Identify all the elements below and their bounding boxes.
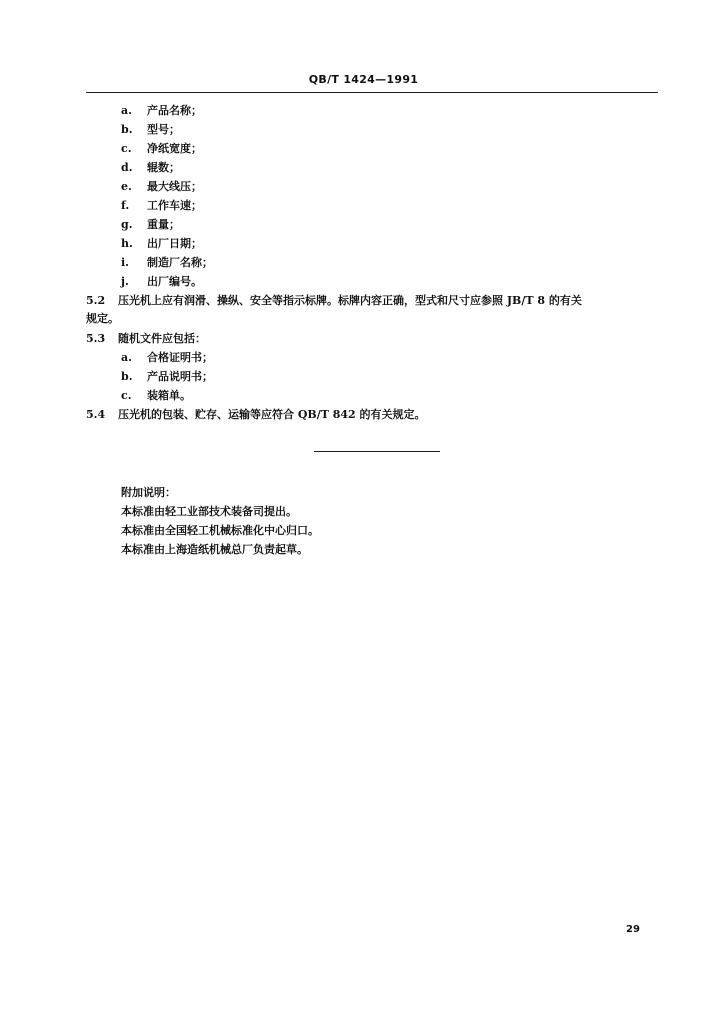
section-5-2-line-2: 规定。	[86, 312, 119, 325]
notes-line: 本标准由轻工业部技术装备司提出。	[121, 505, 297, 518]
list-item-text: 型号；	[147, 123, 180, 136]
notes-line: 本标准由上海造纸机械总厂负责起草。	[121, 543, 308, 556]
list-item-marker: g.	[121, 218, 133, 231]
section-5-4	[86, 408, 426, 422]
list-item-marker: j.	[121, 275, 129, 288]
list-item-text: 装箱单。	[147, 389, 191, 402]
list-item-text: 辊数；	[147, 161, 180, 174]
list-item	[121, 389, 191, 403]
list-item	[121, 351, 213, 365]
list-item-marker: f.	[121, 199, 130, 212]
section-number: 5.4	[86, 408, 106, 421]
list-item-text: 净纸宽度；	[147, 142, 202, 155]
list-item-marker: a.	[121, 351, 132, 364]
header-divider	[86, 92, 658, 93]
list-item	[121, 142, 202, 156]
list-item-text: 产品说明书；	[147, 370, 213, 383]
list-item	[121, 199, 202, 213]
list-item-marker: b.	[121, 123, 133, 136]
section-5-4-text: 压光机的包装、贮存、运输等应符合 QB/T 842 的有关规定。	[118, 408, 426, 421]
list-item	[121, 256, 213, 270]
list-item-text: 最大线压；	[147, 180, 202, 193]
list-item	[121, 104, 202, 118]
list-item	[121, 275, 202, 289]
section-5-2-line-1	[86, 292, 658, 310]
list-item-marker: a.	[121, 104, 132, 117]
list-item	[121, 237, 202, 251]
list-item-text: 出厂日期；	[147, 237, 202, 250]
list-item-marker: c.	[121, 142, 132, 155]
list-item-text: 产品名称；	[147, 104, 202, 117]
notes-line: 本标准由全国轻工机械标准化中心归口。	[121, 524, 319, 537]
list-item-marker: h.	[121, 237, 133, 250]
list-item-text: 合格证明书；	[147, 351, 213, 364]
list-item-text: 出厂编号。	[147, 275, 202, 288]
list-item	[121, 370, 213, 384]
end-of-standard-rule	[314, 451, 440, 452]
list-item-marker: b.	[121, 370, 133, 383]
list-item-marker: e.	[121, 180, 132, 193]
notes-title: 附加说明：	[121, 486, 176, 499]
list-item	[121, 161, 180, 175]
section-5-3	[86, 332, 206, 346]
page-header-standard-code: QB/T 1424—1991	[308, 73, 419, 86]
section-5-3-text: 随机文件应包括：	[118, 332, 206, 345]
list-item-text: 制造厂名称；	[147, 256, 213, 269]
list-item-text: 重量；	[147, 218, 180, 231]
section-5-2	[86, 292, 658, 328]
section-number: 5.2	[86, 294, 106, 307]
list-item-marker: d.	[121, 161, 133, 174]
section-5-2-text: 压光机上应有润滑、操纵、安全等指示标牌。标牌内容正确，型式和尺寸应参照 JB/T 8 的有关	[118, 294, 582, 307]
section-number: 5.3	[86, 332, 106, 345]
list-item-marker: i.	[121, 256, 130, 269]
list-item	[121, 123, 180, 137]
page-number: 29	[626, 924, 640, 935]
list-item-marker: c.	[121, 389, 132, 402]
list-item	[121, 218, 180, 232]
list-item-text: 工作车速；	[147, 199, 202, 212]
list-item	[121, 180, 202, 194]
